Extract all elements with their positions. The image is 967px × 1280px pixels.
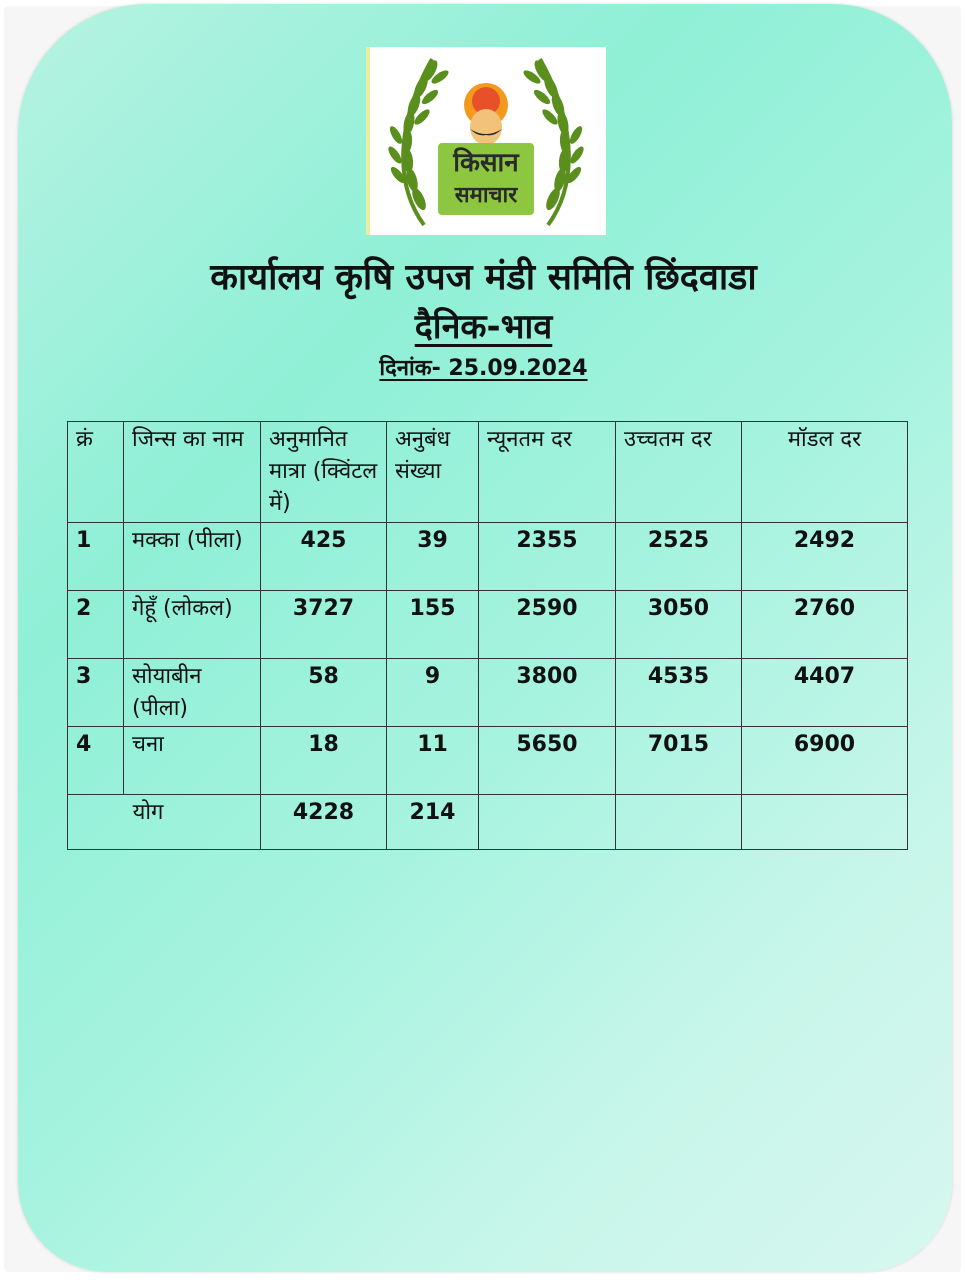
total-quantity: 4228 <box>261 795 387 850</box>
cell-contracts: 155 <box>387 591 479 659</box>
cell-quantity: 3727 <box>261 591 387 659</box>
daily-rates-heading <box>0 306 967 348</box>
cell-max-rate: 4535 <box>616 659 742 727</box>
col-header-min-rate: न्यूनतम दर <box>479 422 616 523</box>
cell-min-rate: 3800 <box>479 659 616 727</box>
logo-text-kisan: किसान <box>453 148 519 178</box>
cell-contracts: 39 <box>387 523 479 591</box>
cell-commodity: गेहूँ (लोकल) <box>124 591 261 659</box>
logo-text-samachar: समाचार <box>454 183 518 208</box>
total-empty-cell <box>742 795 908 850</box>
cell-max-rate: 7015 <box>616 727 742 795</box>
total-label: योग <box>68 795 261 850</box>
cell-max-rate: 2525 <box>616 523 742 591</box>
table-row <box>68 659 908 727</box>
cell-max-rate: 3050 <box>616 591 742 659</box>
cell-min-rate: 5650 <box>479 727 616 795</box>
cell-min-rate: 2355 <box>479 523 616 591</box>
cell-sno: 2 <box>68 591 124 659</box>
cell-contracts: 11 <box>387 727 479 795</box>
rates-table <box>67 421 908 850</box>
daily-rates-heading-text: दैनिक-भाव <box>414 307 553 347</box>
col-header-contracts: अनुबंध संख्या <box>387 422 479 523</box>
cell-sno: 1 <box>68 523 124 591</box>
table-row <box>68 523 908 591</box>
col-header-max-rate: उच्चतम दर <box>616 422 742 523</box>
office-title: कार्यालय कृषि उपज मंडी समिति छिंदवाडा <box>210 257 757 298</box>
table-header-row <box>68 422 908 523</box>
total-empty-cell <box>616 795 742 850</box>
kisan-samachar-logo <box>366 47 606 235</box>
date-text: दिनांक- 25.09.2024 <box>379 356 588 381</box>
col-header-modal-rate: मॉडल दर <box>742 422 908 523</box>
cell-modal-rate: 2760 <box>742 591 908 659</box>
cell-commodity: मक्का (पीला) <box>124 523 261 591</box>
table-row <box>68 727 908 795</box>
table-row <box>68 591 908 659</box>
cell-sno: 4 <box>68 727 124 795</box>
cell-min-rate: 2590 <box>479 591 616 659</box>
cell-quantity: 18 <box>261 727 387 795</box>
cell-quantity: 58 <box>261 659 387 727</box>
cell-contracts: 9 <box>387 659 479 727</box>
cell-commodity: सोयाबीन (पीला) <box>124 659 261 727</box>
cell-commodity: चना <box>124 727 261 795</box>
date-label <box>0 354 967 384</box>
cell-sno: 3 <box>68 659 124 727</box>
total-contracts: 214 <box>387 795 479 850</box>
cell-modal-rate: 4407 <box>742 659 908 727</box>
cell-modal-rate: 2492 <box>742 523 908 591</box>
cell-modal-rate: 6900 <box>742 727 908 795</box>
col-header-quantity: अनुमानित मात्रा (क्विंटल में) <box>261 422 387 523</box>
total-row <box>68 795 908 850</box>
total-empty-cell <box>479 795 616 850</box>
col-header-sno: क्रं <box>68 422 124 523</box>
col-header-commodity: जिन्स का नाम <box>124 422 261 523</box>
cell-quantity: 425 <box>261 523 387 591</box>
